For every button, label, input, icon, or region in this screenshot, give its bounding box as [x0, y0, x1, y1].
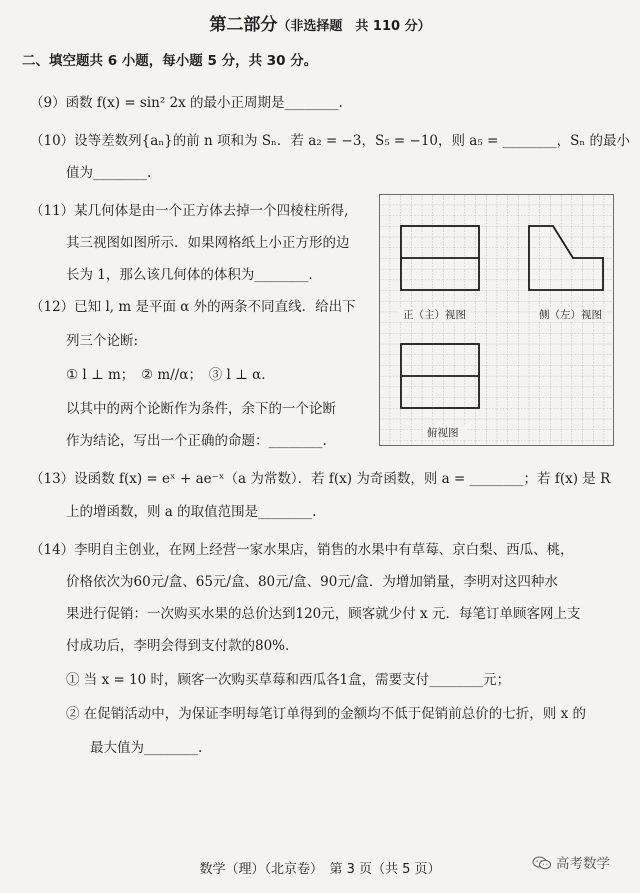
watermark-logo — [532, 852, 610, 872]
question-12-line1: （12）已知 l, m 是平面 α 外的两条不同直线．给出下 — [30, 299, 356, 315]
wechat-icon — [532, 856, 552, 870]
question-12-line3: ① l ⊥ m； ② m//α； ③ l ⊥ α． — [66, 367, 275, 383]
question-9: （9）函数 f(x) = sin² 2x 的最小正周期是________. — [30, 95, 343, 111]
top-view-label: 俯视图 — [427, 427, 459, 439]
question-13-line2: 上的增函数，则 a 的取值范围是________. — [66, 504, 317, 520]
watermark-text: 高考数学 — [556, 856, 610, 872]
title-sub: （非选择题 共 110 分） — [277, 19, 431, 34]
question-13-line1: （13）设函数 f(x) = eˣ + ae⁻ˣ（a 为常数）．若 f(x) 为奇函数，则 a = ________；若 f(x) 是 R — [30, 471, 611, 487]
question-11-line1: （11）某几何体是由一个正方体去掉一个四棱柱所得, — [30, 203, 349, 219]
question-12-line2: 列三个论断: — [66, 333, 139, 349]
title-main: 第二部分 — [209, 15, 278, 35]
grid-paper — [379, 194, 614, 446]
question-14-sub2-line2: 最大值为________. — [90, 740, 203, 756]
question-10-line2: 值为________. — [66, 165, 152, 181]
page-title — [0, 10, 640, 35]
question-14-sub2-line1: ② 在促销活动中，为保证李明每笔订单得到的金额均不低于促销前总价的七折，则 x 的 — [66, 706, 586, 722]
three-view-figure — [379, 194, 614, 446]
question-10-line1: （10）设等差数列{aₙ}的前 n 项和为 Sₙ．若 a₂ = −3，S₅ = −10，则 a₅ = ________，Sₙ 的最小 — [30, 133, 631, 149]
question-11-line3: 长为 1，那么该几何体的体积为________. — [66, 267, 313, 283]
question-14-sub1: ① 当 x = 10 时，顾客一次购买草莓和西瓜各1盒，需要支付________元； — [66, 672, 511, 688]
question-11-line2: 其三视图如图所示．如果网格纸上小正方形的边 — [66, 235, 350, 251]
page-footer: 数学（理）（北京卷） 第 3 页（共 5 页） — [199, 862, 441, 877]
question-12-line4: 以其中的两个论断作为条件，余下的一个论断 — [66, 401, 336, 417]
section-heading: 二、填空题共 6 小题，每小题 5 分，共 30 分。 — [22, 53, 318, 69]
question-14-line3: 果进行促销：一次购买水果的总价达到120元，顾客就少付 x 元．每笔订单顾客网上支 — [66, 606, 581, 622]
question-14-line1: （14）李明自主创业，在网上经营一家水果店，销售的水果中有草莓、京白梨、西瓜、桃， — [30, 542, 574, 558]
question-14-line2: 价格依次为60元/盒、65元/盒、80元/盒、90元/盒．为增加销量，李明对这四种水 — [66, 574, 558, 590]
side-view-label: 侧（左）视图 — [539, 309, 602, 321]
question-12-line5: 作为结论，写出一个正确的命题：________. — [66, 433, 327, 449]
question-14-line4: 付成功后，李明会得到支付款的80%． — [66, 638, 299, 654]
front-view-label: 正（主）视图 — [403, 309, 466, 321]
